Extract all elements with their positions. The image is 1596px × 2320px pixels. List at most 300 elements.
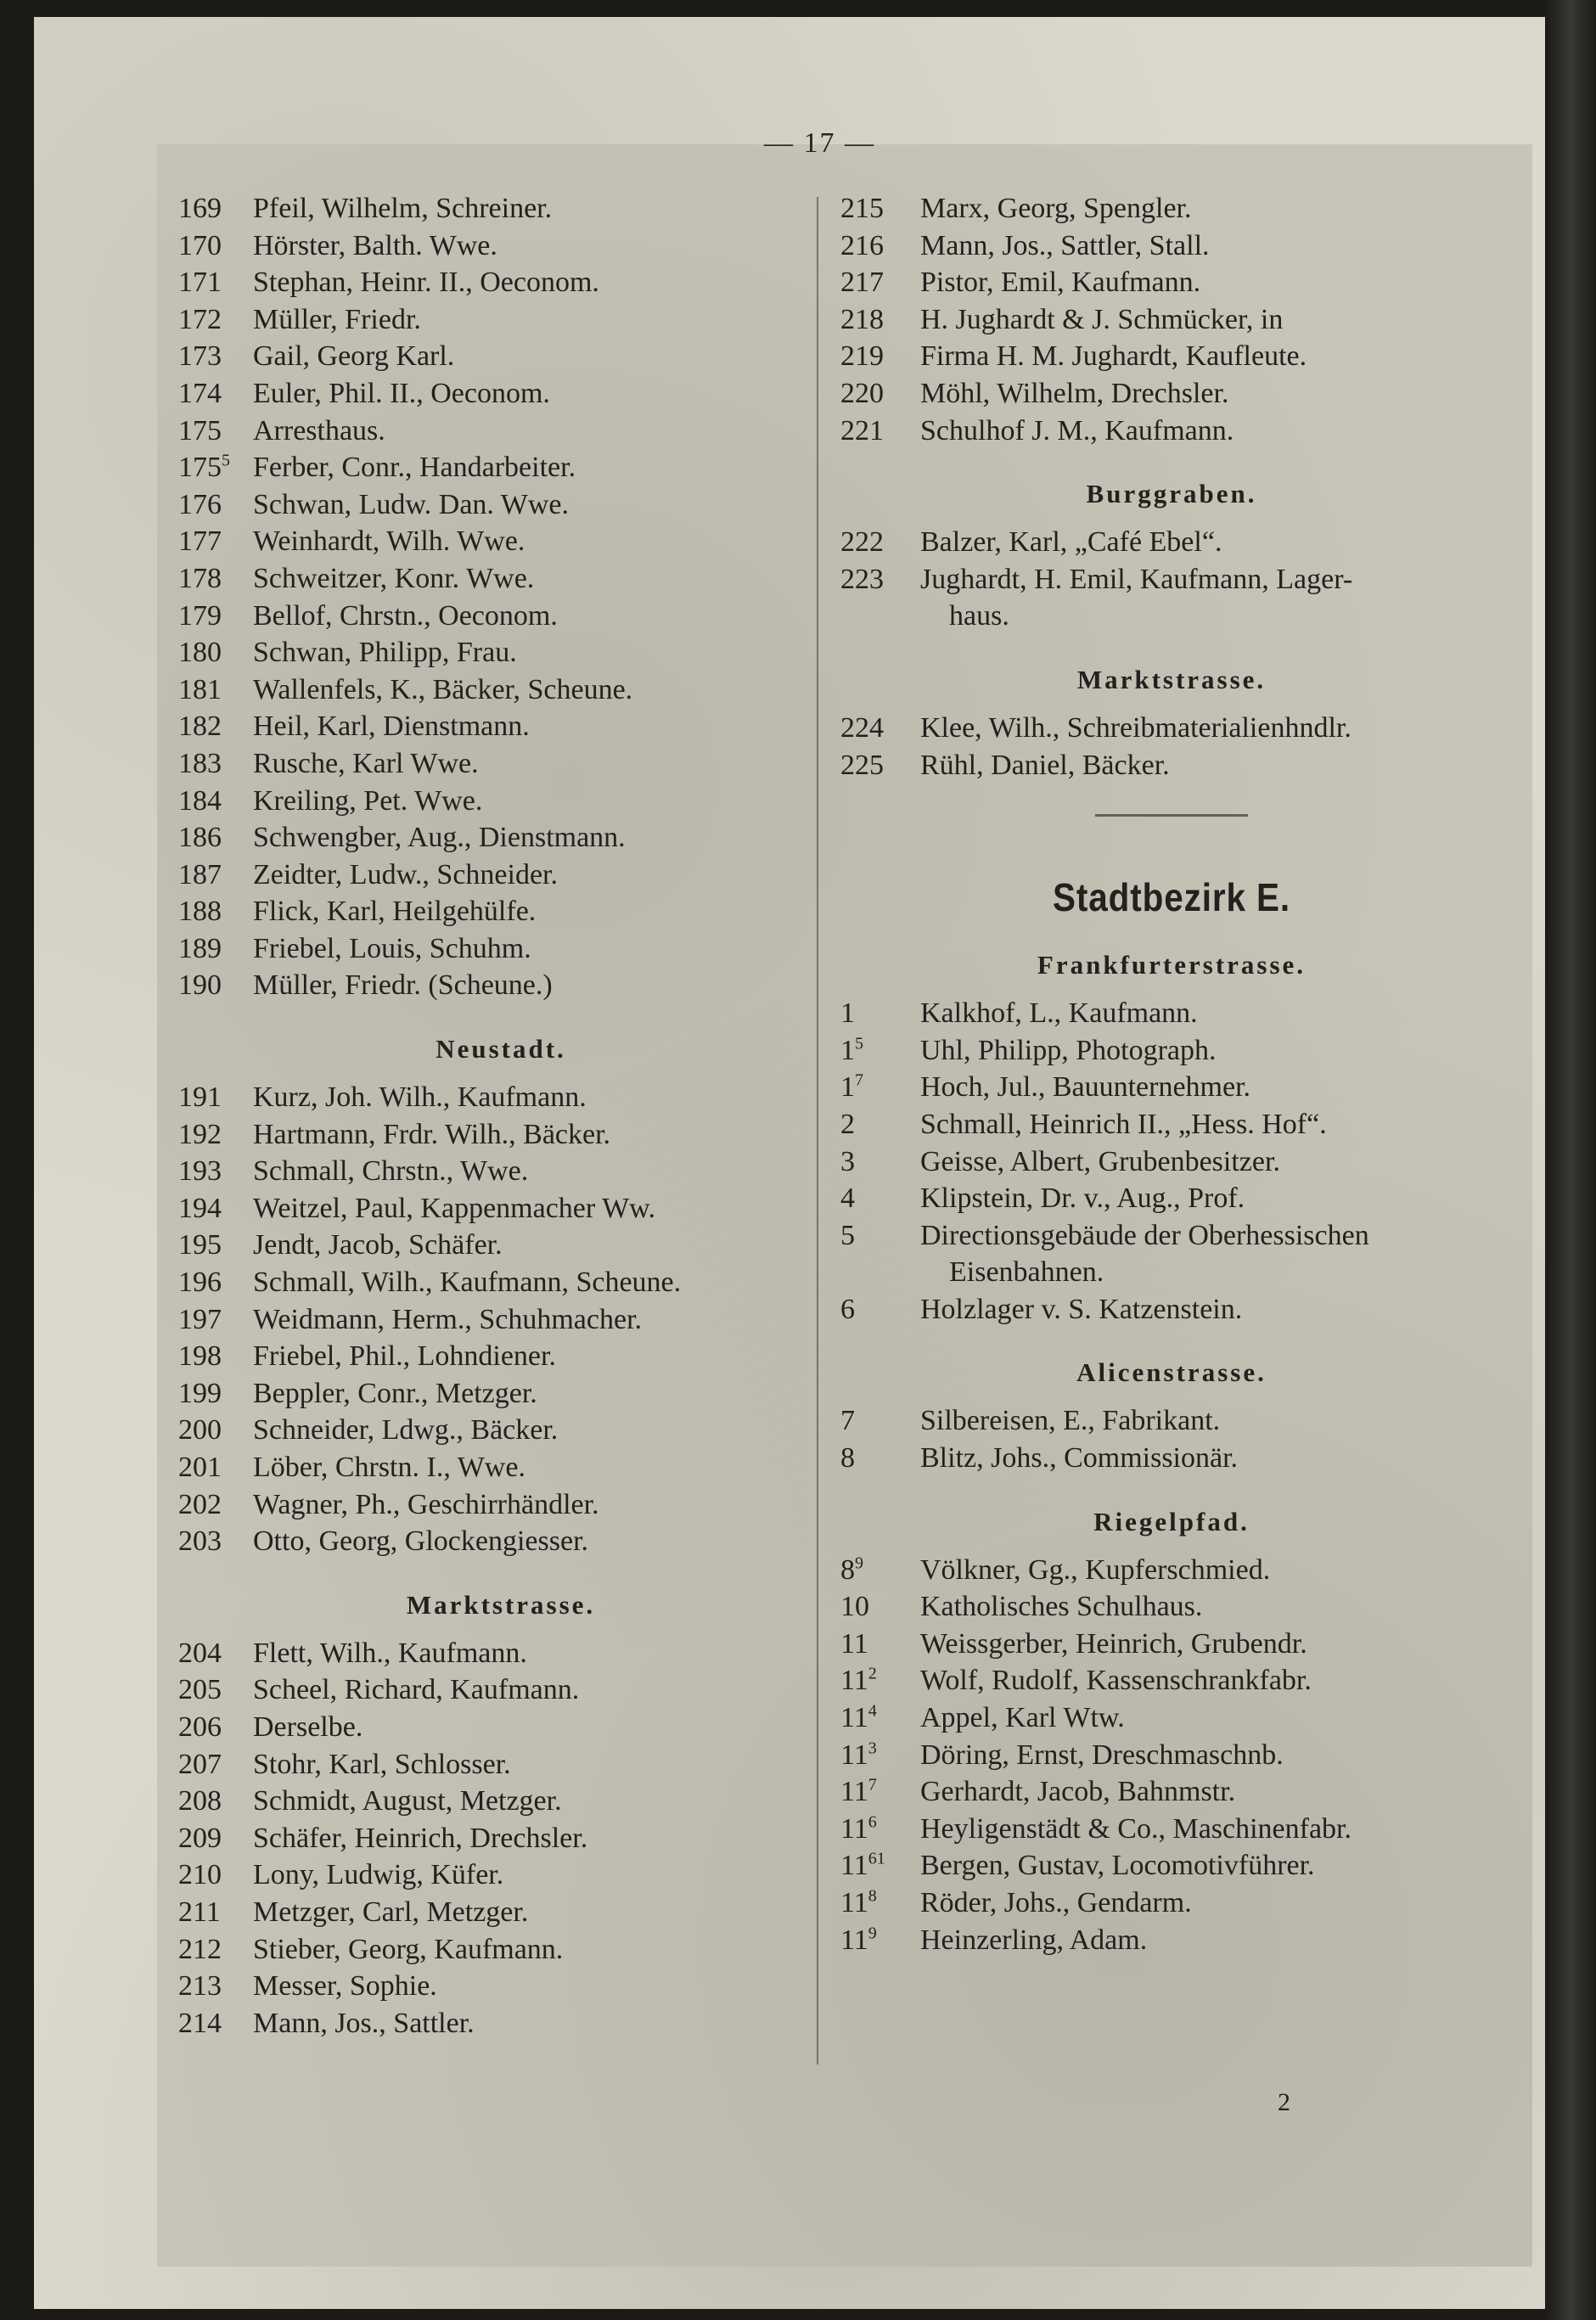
section-heading-frankfurterstrasse: Frankfurterstrasse. <box>1037 950 1307 980</box>
directory-entry <box>840 561 1503 598</box>
house-number <box>178 2005 253 2042</box>
house-number <box>178 1264 253 1301</box>
house-number <box>178 745 253 783</box>
house-number-value: 189 <box>178 932 222 964</box>
resident-text: Schmall, Chrstn., Wwe. <box>253 1155 529 1188</box>
resident-text: Zeidter, Ludw., Schneider. <box>253 858 558 890</box>
right-entries-c <box>840 710 1503 784</box>
resident-text: Friebel, Phil., Lohndiener. <box>253 1340 556 1373</box>
left-entries-c <box>178 1635 823 2042</box>
directory-entry <box>178 1783 823 1820</box>
house-number <box>178 1190 253 1227</box>
resident-text: Firma H. M. Jughardt, Kaufleute. <box>920 340 1307 373</box>
resident-text: Müller, Friedr. <box>253 303 421 335</box>
house-number <box>840 301 920 339</box>
house-number-value: 174 <box>178 377 222 409</box>
house-number-value: 175 <box>178 452 222 484</box>
resident-text: Heil, Karl, Dienstmann. <box>253 711 530 743</box>
house-number-value: 183 <box>178 747 222 779</box>
resident-text: Katholisches Schulhaus. <box>920 1591 1203 1623</box>
resident-text: Stephan, Heinr. II., Oeconom. <box>253 267 599 299</box>
house-number <box>178 375 253 413</box>
house-number-value: 171 <box>178 267 222 299</box>
directory-entry <box>178 819 823 857</box>
house-number-value: 6 <box>840 1293 855 1325</box>
house-number-suffix: 8 <box>868 1886 877 1906</box>
house-number-value: 11 <box>840 1739 868 1771</box>
house-number-value: 1 <box>840 997 855 1030</box>
house-number <box>840 264 920 301</box>
house-number <box>840 1588 920 1626</box>
house-number <box>178 1486 253 1524</box>
resident-text: Heinzerling, Adam. <box>920 1924 1148 1956</box>
resident-text: Rühl, Daniel, Bäcker. <box>920 749 1170 781</box>
house-number <box>178 1671 253 1709</box>
house-number <box>178 1449 253 1486</box>
house-number-value: 191 <box>178 1081 222 1114</box>
resident-text: Stohr, Karl, Schlosser. <box>253 1748 511 1780</box>
entry-continuation-haus: haus. <box>949 600 1009 632</box>
house-number <box>178 449 253 486</box>
directory-entry <box>178 1931 823 1969</box>
directory-entry <box>840 1069 1503 1106</box>
resident-text: Schwan, Philipp, Frau. <box>253 637 517 669</box>
house-number-value: 206 <box>178 1711 222 1743</box>
house-number <box>178 1857 253 1894</box>
right-entries-b <box>840 524 1503 598</box>
house-number <box>178 338 253 375</box>
directory-entry <box>178 1227 823 1264</box>
house-number <box>840 524 920 561</box>
house-number <box>840 747 920 784</box>
page-number: — 17 — <box>764 127 875 159</box>
house-number <box>840 1737 920 1774</box>
resident-text: Pfeil, Wilhelm, Schreiner. <box>253 193 553 224</box>
house-number-value: 3 <box>840 1145 855 1177</box>
house-number-value: 219 <box>840 340 884 373</box>
directory-entry <box>840 1773 1503 1811</box>
house-number <box>178 1375 253 1413</box>
resident-text: Kurz, Joh. Wilh., Kaufmann. <box>253 1081 587 1114</box>
house-number <box>178 1820 253 1857</box>
house-number-value: 193 <box>178 1155 222 1188</box>
directory-entry <box>178 1523 823 1560</box>
directory-entry <box>178 893 823 930</box>
house-number <box>840 1811 920 1848</box>
resident-text: Völkner, Gg., Kupferschmied. <box>920 1553 1271 1586</box>
resident-text: Schmall, Wilh., Kaufmann, Scheune. <box>253 1267 682 1299</box>
directory-entry <box>840 1180 1503 1217</box>
directory-entry <box>178 1375 823 1413</box>
resident-text: Klee, Wilh., Schreibmaterialienhndlr. <box>920 711 1352 744</box>
house-number <box>178 560 253 598</box>
resident-text: Lony, Ludwig, Küfer. <box>253 1859 504 1891</box>
house-number <box>840 375 920 413</box>
resident-text: Directionsgebäude der Oberhessischen <box>920 1219 1369 1251</box>
resident-text: Derselbe. <box>253 1711 363 1743</box>
section-heading-neustadt: Neustadt. <box>436 1034 566 1065</box>
directory-entry <box>178 1301 823 1339</box>
resident-text: Uhl, Philipp, Photograph. <box>920 1034 1217 1066</box>
directory-entry <box>840 710 1503 747</box>
house-number-value: 216 <box>840 229 884 261</box>
directory-entry <box>178 1449 823 1486</box>
house-number-suffix: 61 <box>868 1850 885 1869</box>
resident-text: Geisse, Albert, Grubenbesitzer. <box>920 1145 1280 1177</box>
resident-text: Friebel, Louis, Schuhm. <box>253 932 531 964</box>
house-number-value: 201 <box>178 1452 222 1483</box>
house-number <box>178 1709 253 1746</box>
entry-continuation-eisenbahnen: Eisenbahnen. <box>949 1256 1104 1289</box>
resident-text: Marx, Georg, Spengler. <box>920 193 1192 224</box>
house-number <box>840 1699 920 1737</box>
house-number-value: 11 <box>840 1924 868 1956</box>
house-number-value: 173 <box>178 340 222 373</box>
directory-entry <box>178 190 823 228</box>
resident-text: Scheel, Richard, Kaufmann. <box>253 1674 580 1706</box>
house-number <box>840 1626 920 1663</box>
directory-entry <box>840 1885 1503 1922</box>
directory-entry <box>840 338 1503 375</box>
directory-entry <box>840 1847 1503 1885</box>
directory-entry <box>178 560 823 598</box>
house-number-value: 218 <box>840 303 884 335</box>
directory-entry <box>840 524 1503 561</box>
resident-text: Messer, Sophie. <box>253 1970 437 2003</box>
directory-entry <box>840 1737 1503 1774</box>
directory-entry <box>178 708 823 745</box>
house-number-value: 172 <box>178 303 222 335</box>
house-number-value: 179 <box>178 599 222 632</box>
house-number <box>178 930 253 968</box>
house-number-value: 199 <box>178 1377 222 1409</box>
house-number <box>840 561 920 598</box>
house-number-value: 175 <box>178 414 222 447</box>
resident-text: Holzlager v. S. Katzenstein. <box>920 1293 1243 1325</box>
resident-text: Beppler, Conr., Metzger. <box>253 1377 537 1409</box>
directory-entry <box>178 1190 823 1227</box>
directory-entry <box>840 1552 1503 1589</box>
house-number-value: 180 <box>178 637 222 669</box>
house-number <box>840 1885 920 1922</box>
directory-entry <box>178 967 823 1004</box>
resident-text: Kalkhof, L., Kaufmann. <box>920 997 1198 1030</box>
resident-text: Bellof, Chrstn., Oeconom. <box>253 599 558 632</box>
house-number-value: 11 <box>840 1627 868 1660</box>
directory-entry <box>178 1968 823 2005</box>
directory-entry <box>840 1626 1503 1663</box>
resident-text: Schwengber, Aug., Dienstmann. <box>253 822 626 854</box>
directory-entry <box>840 375 1503 413</box>
house-number-value: 170 <box>178 229 222 261</box>
house-number-value: 198 <box>178 1340 222 1373</box>
house-number-value: 7 <box>840 1405 855 1437</box>
directory-entry <box>178 634 823 671</box>
directory-entry <box>178 449 823 486</box>
house-number <box>840 1847 920 1885</box>
house-number-value: 213 <box>178 1970 222 2003</box>
house-number-suffix: 7 <box>868 1775 877 1795</box>
section-heading-marktstrasse-left: Marktstrasse. <box>406 1589 596 1620</box>
resident-text: Heyligenstädt & Co., Maschinenfabr. <box>920 1812 1352 1845</box>
directory-entry <box>178 264 823 301</box>
house-number <box>178 1746 253 1784</box>
left-entries-b <box>178 1079 823 1560</box>
house-number <box>178 1894 253 1931</box>
resident-text: Hoch, Jul., Bauunternehmer. <box>920 1071 1251 1104</box>
house-number-value: 210 <box>178 1859 222 1891</box>
directory-entry <box>840 1106 1503 1143</box>
house-number <box>178 1338 253 1375</box>
house-number <box>840 710 920 747</box>
directory-entry <box>178 1264 823 1301</box>
directory-entry <box>840 228 1503 265</box>
house-number-value: 187 <box>178 858 222 890</box>
resident-text: Rusche, Karl Wwe. <box>253 747 479 779</box>
resident-text: Wallenfels, K., Bäcker, Scheune. <box>253 673 633 705</box>
directory-entry <box>178 857 823 894</box>
directory-entry <box>178 1671 823 1709</box>
house-number <box>840 1032 920 1070</box>
resident-text: Blitz, Johs., Commissionär. <box>920 1442 1239 1475</box>
house-number-value: 177 <box>178 525 222 558</box>
resident-text: Ferber, Conr., Handarbeiter. <box>253 452 576 484</box>
right-column <box>840 190 1503 1958</box>
right-entries-f <box>840 1552 1503 1959</box>
resident-text: Schmall, Heinrich II., „Hess. Hof“. <box>920 1108 1327 1140</box>
directory-entry <box>178 745 823 783</box>
house-number-suffix: 6 <box>868 1812 877 1832</box>
house-number-value: 181 <box>178 673 222 705</box>
resident-text: Schneider, Ldwg., Bäcker. <box>253 1414 559 1446</box>
resident-text: Kreiling, Pet. Wwe. <box>253 784 483 817</box>
directory-entry <box>840 1699 1503 1737</box>
house-number <box>178 1079 253 1116</box>
directory-entry <box>178 1857 823 1894</box>
directory-entry <box>178 930 823 968</box>
directory-entry <box>178 1635 823 1672</box>
house-number <box>840 190 920 228</box>
directory-entry <box>178 413 823 450</box>
resident-text: Mann, Jos., Sattler. <box>253 2007 475 2039</box>
house-number-value: 1 <box>840 1034 855 1066</box>
house-number-value: 11 <box>840 1702 868 1734</box>
house-number <box>178 1153 253 1190</box>
house-number-suffix: 3 <box>868 1739 877 1758</box>
house-number <box>840 995 920 1032</box>
house-number <box>840 1069 920 1106</box>
house-number-value: 214 <box>178 2007 222 2039</box>
house-number <box>178 264 253 301</box>
house-number <box>178 486 253 524</box>
directory-entry <box>178 1116 823 1154</box>
directory-entry <box>178 1746 823 1784</box>
resident-text: Döring, Ernst, Dreschmaschnb. <box>920 1739 1284 1771</box>
house-number-suffix: 9 <box>868 1924 877 1943</box>
directory-entry <box>178 1079 823 1116</box>
directory-entry <box>178 598 823 635</box>
section-heading-riegelpfad: Riegelpfad. <box>1093 1506 1250 1536</box>
resident-text: Metzger, Carl, Metzger. <box>253 1896 529 1928</box>
house-number <box>178 708 253 745</box>
resident-text: Flett, Wilh., Kaufmann. <box>253 1637 527 1669</box>
resident-text: Otto, Georg, Glockengiesser. <box>253 1525 589 1558</box>
resident-text: Pistor, Emil, Kaufmann. <box>920 267 1201 299</box>
right-entries-e <box>840 1402 1503 1476</box>
resident-text: Weidmann, Herm., Schuhmacher. <box>253 1303 643 1335</box>
house-number-value: 188 <box>178 896 222 928</box>
house-number-suffix: 4 <box>868 1701 877 1721</box>
house-number <box>840 1402 920 1440</box>
directory-entry <box>178 1153 823 1190</box>
directory-entry <box>178 1486 823 1524</box>
house-number <box>178 1783 253 1820</box>
house-number <box>178 783 253 820</box>
house-number <box>840 1662 920 1699</box>
resident-text: Jendt, Jacob, Schäfer. <box>253 1229 503 1261</box>
house-number <box>178 1635 253 1672</box>
house-number-value: 11 <box>840 1887 868 1918</box>
directory-entry <box>840 1291 1503 1329</box>
directory-entry <box>840 995 1503 1032</box>
house-number <box>840 338 920 375</box>
house-number <box>178 598 253 635</box>
resident-text: Klipstein, Dr. v., Aug., Prof. <box>920 1182 1245 1215</box>
resident-text: Schulhof J. M., Kaufmann. <box>920 414 1234 447</box>
resident-text: Müller, Friedr. (Scheune.) <box>253 969 553 1002</box>
directory-entry <box>178 1338 823 1375</box>
directory-entry <box>840 1402 1503 1440</box>
resident-text: Appel, Karl Wtw. <box>920 1702 1125 1734</box>
directory-entry <box>840 747 1503 784</box>
house-number <box>178 1301 253 1339</box>
house-number <box>178 301 253 339</box>
house-number-value: 10 <box>840 1591 869 1623</box>
directory-entry <box>840 1662 1503 1699</box>
directory-entry <box>840 264 1503 301</box>
directory-entry <box>840 1440 1503 1477</box>
resident-text: Flick, Karl, Heilgehülfe. <box>253 896 537 928</box>
house-number-value: 194 <box>178 1192 222 1224</box>
house-number-value: 223 <box>840 563 884 595</box>
house-number <box>178 1968 253 2005</box>
house-number-suffix: 7 <box>855 1070 863 1090</box>
house-number <box>840 1773 920 1811</box>
house-number-value: 1 <box>840 1071 855 1104</box>
binding-edge <box>1545 0 1596 2320</box>
directory-entry <box>840 1922 1503 1959</box>
resident-text: Möhl, Wilhelm, Drechsler. <box>920 377 1229 409</box>
resident-text: Löber, Chrstn. I., Wwe. <box>253 1452 525 1483</box>
house-number-value: 5 <box>840 1219 855 1251</box>
right-entries-a <box>840 190 1503 449</box>
house-number <box>840 1291 920 1329</box>
house-number-value: 176 <box>178 488 222 520</box>
house-number <box>840 1552 920 1589</box>
house-number <box>840 228 920 265</box>
resident-text: Schmidt, August, Metzger. <box>253 1785 562 1817</box>
house-number <box>178 634 253 671</box>
directory-entry <box>178 228 823 265</box>
house-number-value: 8 <box>840 1442 855 1475</box>
resident-text: Wagner, Ph., Geschirrhändler. <box>253 1488 599 1520</box>
house-number <box>178 857 253 894</box>
house-number-value: 204 <box>178 1637 222 1669</box>
house-number <box>840 1106 920 1143</box>
directory-entry <box>840 190 1503 228</box>
section-heading-marktstrasse-right: Marktstrasse. <box>1076 664 1267 694</box>
resident-text: Wolf, Rudolf, Kassenschrankfabr. <box>920 1665 1312 1697</box>
house-number-value: 211 <box>178 1896 221 1928</box>
house-number-value: 4 <box>840 1182 855 1215</box>
house-number <box>840 1217 920 1255</box>
resident-text: Balzer, Karl, „Café Ebel“. <box>920 526 1222 559</box>
directory-entry <box>840 1143 1503 1181</box>
directory-entry <box>840 301 1503 339</box>
house-number-value: 192 <box>178 1118 222 1150</box>
house-number-value: 220 <box>840 377 884 409</box>
directory-entry <box>840 413 1503 450</box>
directory-entry <box>178 1412 823 1449</box>
sheet-signature-mark: 2 <box>1278 2088 1290 2116</box>
house-number-value: 200 <box>178 1414 222 1446</box>
resident-text: Gail, Georg Karl. <box>253 340 455 373</box>
resident-text: Gerhardt, Jacob, Bahnmstr. <box>920 1776 1236 1808</box>
resident-text: Weissgerber, Heinrich, Grubendr. <box>920 1627 1307 1660</box>
directory-entry <box>840 1032 1503 1070</box>
house-number <box>178 413 253 450</box>
house-number-value: 196 <box>178 1267 222 1299</box>
resident-text: H. Jughardt & J. Schmücker, in <box>920 303 1284 335</box>
directory-entry <box>178 1894 823 1931</box>
house-number <box>178 1116 253 1154</box>
directory-entry <box>840 1588 1503 1626</box>
directory-entry <box>178 375 823 413</box>
house-number-value: 203 <box>178 1525 222 1558</box>
directory-entry <box>178 301 823 339</box>
directory-entry <box>840 1811 1503 1848</box>
directory-entry <box>178 486 823 524</box>
house-number-value: 8 <box>840 1553 855 1586</box>
resident-text: Arresthaus. <box>253 414 385 447</box>
house-number-value: 221 <box>840 414 884 447</box>
house-number <box>178 1931 253 1969</box>
house-number <box>178 967 253 1004</box>
house-number-value: 169 <box>178 193 222 224</box>
resident-text: Weitzel, Paul, Kappenmacher Ww. <box>253 1192 656 1224</box>
house-number <box>178 190 253 228</box>
house-number-value: 217 <box>840 267 884 299</box>
house-number-value: 212 <box>178 1933 222 1965</box>
house-number-value: 11 <box>840 1665 868 1697</box>
resident-text: Stieber, Georg, Kaufmann. <box>253 1933 564 1965</box>
resident-text: Hartmann, Frdr. Wilh., Bäcker. <box>253 1118 611 1150</box>
directory-entry <box>178 2005 823 2042</box>
house-number-value: 11 <box>840 1850 868 1882</box>
house-number <box>840 1180 920 1217</box>
resident-text: Mann, Jos., Sattler, Stall. <box>920 229 1210 261</box>
directory-entry <box>840 1217 1503 1255</box>
house-number-suffix: 5 <box>855 1034 863 1053</box>
directory-entry <box>178 783 823 820</box>
section-heading-alicenstrasse: Alicenstrasse. <box>1076 1357 1267 1388</box>
district-title: Stadtbezirk E. <box>1052 875 1291 920</box>
house-number <box>178 893 253 930</box>
house-number-value: 224 <box>840 711 884 744</box>
house-number-value: 195 <box>178 1229 222 1261</box>
directory-entry <box>178 523 823 560</box>
house-number-value: 184 <box>178 784 222 817</box>
